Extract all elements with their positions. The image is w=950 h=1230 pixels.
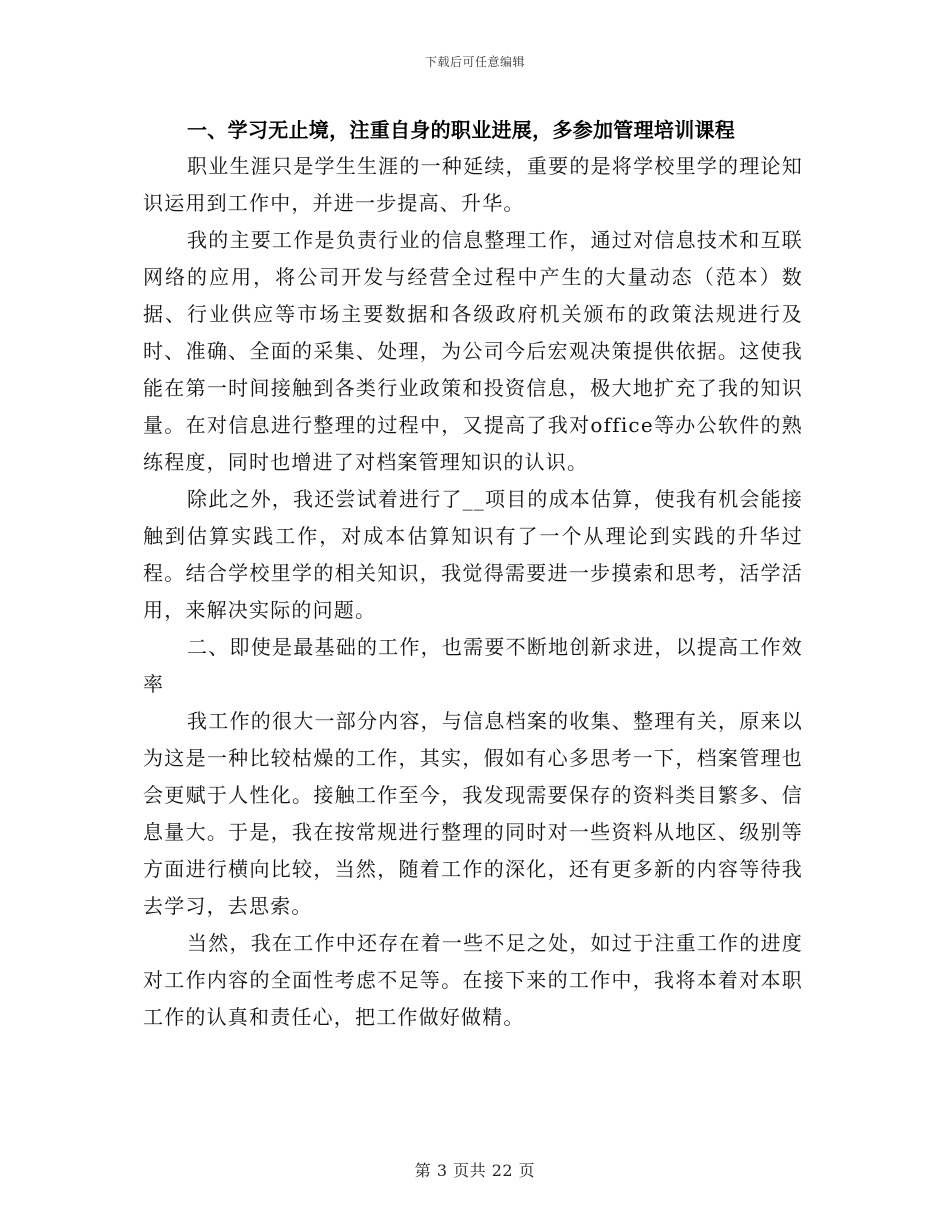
header-note: 下载后可任意编辑 [424,55,525,69]
paragraph-2: 我的主要工作是负责行业的信息整理工作，通过对信息技术和互联网络的应用，将公司开发与经营全过程中产生的大量动态（范本）数据、行业供应等市场主要数据和各级政府机关颁布的政策法规进行及时、准确、全面的采集、处理，为公司今后宏观决策提供依据。这使我能在第一时间接触到各类行业政策和投资信息，极大地扩充了我的知识量。在对信息进行整理的过程中，又提高了我对office等办公软件的熟练程度，同时也增进了对档案管理知识的认识。 [143,228,803,474]
section-heading-2: 二、即使是最基础的工作，也需要不断地创新求进，以提高工作效率 [143,635,803,696]
paragraph-3: 除此之外，我还尝试着进行了__项目的成本估算，使我有机会能接触到估算实践工作，对成本估算知识有了一个从理论到实践的升华过程。结合学校里学的相关知识，我觉得需要进一步摸索和思考，活学活用，来解决实际的问题。 [143,487,803,622]
section-heading-1: 一、学习无止境，注重自身的职业进展，多参加管理培训课程 [187,118,736,142]
page-number: 第 3 页共 22 页 [414,1161,536,1180]
document-body [143,112,803,1036]
paragraph-4: 我工作的很大一部分内容，与信息档案的收集、整理有关，原来以为这是一种比较枯燥的工作，其实，假如有心多思考一下，档案管理也会更赋于人性化。接触工作至今，我发现需要保存的资料类目繁多、信息量大。于是，我在按常规进行整理的同时对一些资料从地区、级别等方面进行横向比较，当然，随着工作的深化，还有更多新的内容等待我去学习，去思索。 [143,709,803,918]
paragraph-1: 职业生涯只是学生生涯的一种延续，重要的是将学校里学的理论知识运用到工作中，并进一步提高、升华。 [143,154,803,215]
paragraph-5: 当然，我在工作中还存在着一些不足之处，如过于注重工作的进度对工作内容的全面性考虑不足等。在接下来的工作中，我将本着对本职工作的认真和责任心，把工作做好做精。 [143,931,803,1029]
